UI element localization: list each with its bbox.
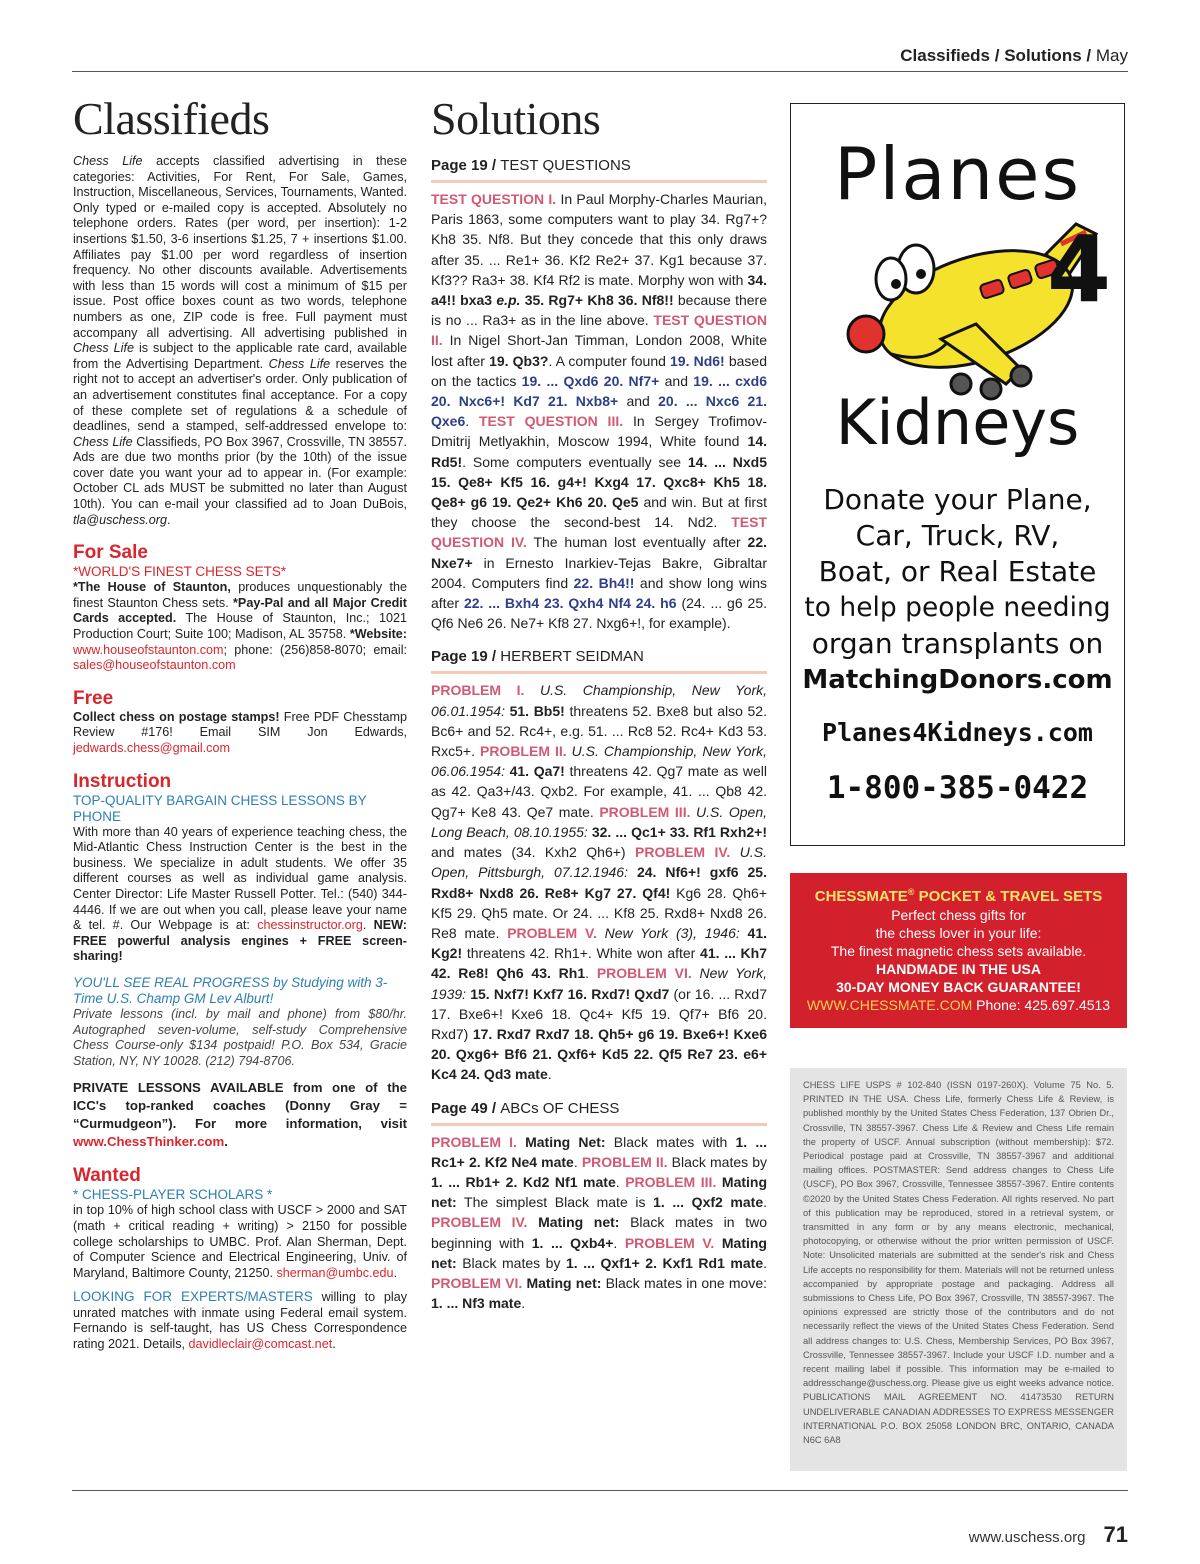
page-number: 71: [1103, 1522, 1128, 1547]
solution-text: 1. ... Rc1+ 2. Kf2 Ne4 mate: [431, 1133, 768, 1170]
solution-text: Black mates with: [605, 1133, 736, 1150]
solution-text: Mating net:: [527, 1214, 620, 1231]
problem-label: PROBLEM II.: [581, 1153, 668, 1170]
header-section: Classifieds: [900, 46, 991, 65]
solution-text: threatens 42. Rh1+. White won after: [462, 945, 701, 962]
solution-text: 34. a4!! bxa3: [431, 271, 767, 309]
free-body: Collect chess on postage stamps! Free PDF Chesstamp Review #176! Email SIM Jon Edwards, jedwards.chess@gmail.com: [73, 709, 407, 755]
solution-text: threatens 42. Qg7 mate as well as 42. Qa3+/43. Qxb2. For example, 41. ... Qb8 42. Qg7+ Ke8 43. Qe7 mate.: [431, 763, 767, 820]
bottom-rule: [72, 1490, 1128, 1491]
solution-text: .: [573, 1153, 582, 1170]
solution-text: In Paul Morphy-Charles Maurian, Paris 1863, some computers want to play 34. Rg7+? Kh8 35. Nf8. But they concede that this only draws after 35. ... Re1+ 36. Kf2 Re2+ 37. Kg1 because 37. Kf3?? Ra3+ 38. Kf4 Rf2 is mate. Morphy won with: [431, 191, 767, 288]
solution-text: 20. ... Nxc6 21. Qxe6: [431, 393, 768, 430]
classifieds-intro: Chess Life accepts classified advertising in these categories: Activities, For Rent, For Sale, Games, Instruction, Miscellaneous, Services, Tournaments, Wanted. Only typed or e-mailed copy is accepted. Absolutely no telephone orders. Rates (per word, per insertion): 1-2 insertions $1.50, 3-6 insertions $1.25, 7 + insertions $1.00. Affiliates pay $1.00 per word regardless of insertion frequency. No other discounts available. Advertisements with less than 15 words will cost a minimum of $15 per issue. Post office boxes count as two words, telephone numbers as one, ZIP code is free. Full payment must accompany all advertising. All advertising published in Chess Life is subject to the applicable rate card, available from the Advertising Department. Chess Life reserves the right not to accept an advertiser's order. Only publication of an advertisement constitutes final acceptance. For a copy of these complete set of regulations & a schedule of deadlines, send a stamped, self-addressed envelope to: Chess Life Classifieds, PO Box 3967, Crossville, TN 38557. Ads are due two months prior (by the 10th) of the issue cover date you want your ad to appear in. (For example: October CL ads MUST be submitted no later than August 10th). You can e-mail your classified ad to Joan DuBois, tla@uschess.org.: [73, 154, 407, 527]
solution-text: The human lost eventually after: [526, 534, 748, 551]
solution-text: .: [615, 1173, 626, 1190]
solution-text: in Ernesto Inarkiev-Tejas Bakre, Gibraltar 2004. Computers find: [431, 554, 767, 591]
solution-text: 1. ... Qxf1+ 2. Kxf1 Rd1 mate: [566, 1254, 764, 1271]
problem-label: PROBLEM III.: [625, 1173, 717, 1190]
solution-text: U.S. Championship, New York, 06.01.1954:: [431, 682, 767, 719]
footer-url[interactable]: www.uschess.org: [968, 1529, 1086, 1546]
for-sale-heading: For Sale: [73, 542, 148, 564]
solution-text: 1. ... Nf3 mate: [431, 1295, 522, 1312]
solution-text: and win. But at first they choose the second-best 14. Nd2.: [431, 494, 767, 531]
solution-text: Black mates in two beginning with: [431, 1214, 767, 1251]
solution-text: 35. Rg7+ Kh8 36. Nf8!!: [520, 292, 674, 309]
solution-text: 24. Nf6+! gxf6 25. Rxd8+ Nxd8 26. Re8+ Kg7 27. Qf4!: [431, 864, 767, 901]
solution-text: . A computer found: [548, 352, 671, 369]
solution-text: Mating Net:: [516, 1133, 606, 1150]
problem-label: TEST QUESTION II.: [431, 312, 767, 349]
solution-text: Mating net:: [431, 1173, 768, 1211]
running-header: [900, 46, 1128, 66]
solution-text: 41. Kg2!: [431, 924, 767, 962]
solution-text: .: [763, 1194, 767, 1211]
solution-text: U.S. Open, Long Beach, 08.10.1955:: [431, 803, 767, 840]
experts-body: LOOKING FOR EXPERTS/MASTERS willing to play unrated matches with inmate using Federal email system. Fernando is self-taught, has US Chess Correspondence rating 2021. Details, davidleclair@comcast.net.: [73, 1289, 408, 1352]
staunton-website-link[interactable]: www.houseofstaunton.com: [73, 642, 224, 657]
chessmate-line: the chess lover in your life:: [875, 925, 1042, 941]
ad-planes-title: Planes: [834, 132, 1081, 216]
seidman-solutions: [431, 680, 767, 1084]
publication-info: CHESS LIFE USPS # 102-840 (ISSN 0197-260X). Volume 75 No. 5. PRINTED IN THE USA. Chess Life, formerly Chess Life & Review, is published monthly by the United States Chess Federation, 137 Obrien Dr., Crossville, TN 38557-3967. Chess Life & Review and Chess Life remain the property of USCF. Annual subscription (without membership): $72. Periodical postage paid at Crossville, TN 38557-3967 and additional mailing offices. POSTMASTER: Send address changes to Chess Life (USCF), PO Box 3967, Crossville, Tennessee 38557-3967. Entire contents ©2020 by the United States Chess Federation. All rights reserved. No part of this publication may be reproduced, stored in a retrieval system, or transmitted in any form or by any means electronic, mechanical, photocopying, or otherwise without the prior written permission of USCF. Note: Unsolicited materials are submitted at the sender's risk and Chess Life accepts no responsibility for them. Materials will not be returned unless accompanied by appropriate postage and packaging. Address all submissions to Chess Life, PO Box 3967, Crossville, TN 38557-3967. The opinions expressed are strictly those of the contributors and do not necessarily reflect the views of the United States Chess Federation. Send all address changes to: U.S. Chess, Membership Services, PO Box 3967, Crossville, Tennessee 38557-3967. Include your USCF I.D. number and a recent mailing label if possible. This information may be e-mailed to addresschange@uschess.org. Please give us eight weeks advance notice. PUBLICATIONS MAIL AGREEMENT NO. 41473530 RETURN UNDELIVERABLE CANADIAN ADDRESSES TO EXPRESS MESSENGER INTERNATIONAL P.O. BOX 25058 LONDON BRC, ONTARIO, CANADA N6C 6A8: [790, 1068, 1127, 1471]
for-sale-subheading: *WORLD'S FINEST CHESS SETS*: [73, 564, 287, 580]
problem-label: PROBLEM III.: [599, 803, 691, 820]
private-lessons: PRIVATE LESSONS AVAILABLE from one of the ICC's top-ranked coaches (Donny Gray = “Curmudgeon”). For more information, visit www.ChessThinker.com.: [73, 1080, 407, 1150]
solution-section-heading: Page 19 / HERBERT SEIDMAN: [431, 647, 767, 674]
solution-text: and: [659, 372, 694, 389]
solution-text: 41. ... Kh7 42. Re8! Qh6 43. Rh1: [431, 945, 768, 982]
solution-text: 15. Nxf7! Kxf7 16. Rxd7! Qxd7: [470, 985, 670, 1002]
problem-label: PROBLEM V.: [624, 1234, 715, 1251]
solution-text: .: [763, 1254, 767, 1271]
solution-text: based on the tactics: [431, 352, 767, 389]
classifieds-title: Classifieds: [73, 93, 270, 144]
top-rule: [72, 71, 1128, 72]
problem-label: PROBLEM V.: [507, 924, 597, 941]
solution-text: because there is no ... Ra3+ as in the line above.: [431, 292, 768, 329]
instruction-body: With more than 40 years of experience teaching chess, the Mid-Atlantic Chess Instruction Center is the best in the business. We specialize in adult students. We offer 35 different courses as well as individual game analysis. Center Director: Life Master Russell Potter. Tel.: (540) 344-4446. If we are out when you call, please leave your name & tel. #. Our Webpage is at: chessinstructor.org. NEW: FREE powerful analysis engines + FREE screen-sharing!: [73, 824, 407, 964]
header-month: May: [1095, 46, 1128, 65]
solution-text: .: [465, 413, 479, 430]
planes4kidneys-ad[interactable]: [790, 103, 1125, 846]
solution-text: 19. Nd6!: [670, 352, 725, 369]
leclair-email-link[interactable]: davidleclair@comcast.net: [188, 1337, 333, 1352]
solution-text: Black mates in one move:: [601, 1274, 767, 1291]
solution-text: .: [613, 1234, 625, 1251]
abcs-solutions: [431, 1132, 767, 1314]
solution-text: The simplest Black mate is: [456, 1194, 654, 1211]
wanted-body: in top 10% of high school class with USCF > 2000 and SAT (math + critical reading + writing) > 2150 for possible college scholarships to UMBC. Prof. Alan Sherman, Dept. of Computer Science and Electrical Engineering, Univ. of Maryland, Baltimore County, 21250. sherman@umbc.edu.: [73, 1203, 407, 1280]
solution-text: 51. Bb5!: [509, 702, 565, 719]
solution-text: U.S. Open, Pittsburgh, 07.12.1946:: [431, 844, 767, 881]
solution-text: In Nigel Short-Jan Timman, London 2008, White lost after: [431, 332, 767, 369]
problem-label: TEST QUESTION I.: [431, 191, 557, 207]
chessmate-heading: CHESSMATE® POCKET & TRAVEL SETS: [814, 887, 1103, 905]
solution-text: and: [618, 393, 659, 410]
instruction-heading: Instruction: [73, 770, 172, 792]
solution-text: (or 16. ... Rxd7 17. Bxe6+! Kxe6 18. Qc4+ Kf5 19. Qf7+ Bf6 20. Rxd7): [431, 985, 767, 1042]
solution-text: Black mates by: [667, 1153, 767, 1170]
solution-text: 32. ... Qc1+ 33. Rf1 Rxh2+!: [591, 823, 767, 840]
solution-text: 1. ... Qxf2 mate: [653, 1194, 764, 1211]
solution-text: U.S. Championship, New York, 06.06.1954:: [431, 743, 767, 780]
chessmate-web-link[interactable]: WWW.CHESSMATE.COM: [806, 997, 973, 1013]
jedwards-email-link[interactable]: jedwards.chess@gmail.com: [73, 741, 230, 755]
for-sale-body: *The House of Staunton, produces unquestionably the finest Staunton Chess sets. *Pay-Pal and all Major Credit Cards accepted. The House of Staunton, Inc.; 1021 Production Court; Suite 100; Madison, AL 35758. *Website: www.houseofstaunton.com; phone: (256)858-8070; email: sales@houseofstaunton.com: [73, 580, 408, 673]
solution-text: 19. ... cxd6 20. Nxc6+! Kd7 21. Nxb8+: [431, 372, 767, 410]
solution-text: 22. Bh4!!: [573, 574, 635, 591]
solution-text: Black mates by: [456, 1254, 567, 1271]
chessinstructor-link[interactable]: chessinstructor.org: [257, 918, 363, 933]
solutions-title: Solutions: [431, 93, 601, 144]
staunton-email-link[interactable]: sales@houseofstaunton.com: [73, 658, 236, 673]
alburt-heading: YOU'LL SEE REAL PROGRESS by Studying with 3-Time U.S. Champ GM Lev Alburt!: [73, 974, 388, 1006]
problem-label: TEST QUESTION IV.: [431, 514, 767, 551]
solution-text: 17. Rxd7 Rxd7 18. Qh5+ g6 19. Bxe6+! Kxe6 20. Qxg6+ Bf6 21. Qxf6+ Kd5 22. Qf5 Re7 23. e6+ Kc4 24. Qd3 mate: [431, 1025, 767, 1083]
header-sep: /: [994, 46, 1000, 65]
page-footer: [969, 1522, 1128, 1548]
chessmate-ad[interactable]: [790, 873, 1127, 1028]
chessmate-line: 30-DAY MONEY BACK GUARANTEE!: [836, 979, 1081, 995]
chessthinker-link[interactable]: www.ChessThinker.com: [73, 1134, 225, 1150]
solution-text: 22. ... Bxh4 23. Qxh4 Nf4 24. h6: [463, 595, 677, 612]
intro-email-link[interactable]: tla@uschess.org: [73, 512, 167, 527]
solution-text: New York, 1939:: [431, 965, 767, 1002]
solution-text: In Sergey Trofimov-Dmitrij Metlyakhin, Moscow 1994, White found: [431, 413, 768, 450]
sherman-email-link[interactable]: sherman@umbc.edu: [276, 1265, 394, 1280]
chessmate-line: HANDMADE IN THE USA: [876, 961, 1041, 977]
solution-text: New York (3), 1946:: [596, 924, 748, 941]
solution-section-heading: Page 49 / ABCs OF CHESS: [431, 1099, 767, 1126]
problem-label: PROBLEM II.: [479, 743, 567, 760]
alburt-body: Private lessons (incl. by mail and phone) from $80/hr. Autographed seven-volume, self-study Comprehensive Chess Course-only $134 postpaid! P.O. Box 534, Gracie Station, NY, NY 10028. (212) 794-8706.: [73, 1006, 407, 1068]
solution-text: 1. ... Rb1+ 2. Kd2 Nf1 mate: [431, 1173, 616, 1190]
problem-label: PROBLEM I.: [431, 682, 525, 699]
solution-text: .: [585, 965, 597, 982]
solution-text: .: [547, 1066, 552, 1083]
test-questions-solutions: [431, 189, 767, 633]
solution-text: 19. Qb3?: [489, 352, 549, 369]
problem-label: PROBLEM IV.: [635, 844, 731, 861]
solution-text: 14. Rd5!: [431, 433, 767, 470]
chessmate-contact: WWW.CHESSMATE.COM Phone: 425.697.4513: [806, 997, 1111, 1013]
problem-label: PROBLEM VI.: [596, 965, 692, 982]
solution-text: Mating net:: [522, 1274, 602, 1291]
ad-number-four: 4: [1046, 216, 1111, 323]
solution-text: 19. ... Qxd6 20. Nf7+: [521, 372, 660, 389]
problem-label: PROBLEM VI.: [431, 1274, 523, 1291]
solution-text: e.p.: [496, 292, 521, 309]
header-section2: Solutions: [1004, 46, 1082, 65]
ad-website[interactable]: Planes4Kidneys.com: [822, 718, 1093, 747]
ad-kidneys: Kidneys: [835, 386, 1080, 459]
solution-text: threatens 52. Bxe8 but also 52. Bc6+ and 52. Rc4+, e.g. 51. ... Rc8 52. Rc4+ Kd3 53. Rxc5+.: [431, 702, 767, 760]
solution-text: (24. ... g6 25. Qf6 Ne6 26. Ne7+ Kf8 27. Nxg6+!, for example).: [431, 595, 768, 632]
solution-text: and mates (34. Kxh2 Qh6+): [431, 844, 636, 861]
ad-message: Donate your Plane, Car, Truck, RV, Boat, or Real Estate to help people needing organ transplants on MatchingDonors.com: [802, 483, 1113, 695]
solution-text: . Some computers eventually see: [462, 453, 688, 470]
classifieds-column: [73, 93, 408, 1353]
solution-text: 41. Qa7!: [509, 763, 565, 780]
ad-phone: 1-800-385-0422: [826, 770, 1089, 806]
solution-section-heading: Page 19 / TEST QUESTIONS: [431, 156, 767, 183]
problem-label: PROBLEM IV.: [431, 1214, 528, 1231]
wanted-subheading: * CHESS-PLAYER SCHOLARS *: [73, 1187, 273, 1203]
wanted-heading: Wanted: [73, 1165, 141, 1187]
solution-text: .: [521, 1295, 526, 1312]
problem-label: PROBLEM I.: [431, 1133, 517, 1150]
solution-text: Kg6 28. Qh6+ Kf5 29. Qh5 mate. Or 24. ... Kf8 25. Rxd8+ Nxd8 26. Re8 mate.: [431, 884, 767, 941]
chessmate-line: The finest magnetic chess sets available.: [830, 943, 1087, 959]
solution-text: 14. ... Nxd5 15. Qe8+ Kf5 16. g4+! Kxg4 17. Qxc8+ Kh5 18. Qe8+ g6 19. Qe2+ Kh6 20. Qe5: [431, 453, 767, 511]
solution-text: Mating net:: [431, 1234, 767, 1271]
chessmate-line: Perfect chess gifts for: [891, 907, 1026, 923]
problem-label: TEST QUESTION III.: [478, 413, 624, 430]
free-heading: Free: [73, 687, 114, 709]
solutions-column: [431, 93, 768, 1313]
header-sep: /: [1086, 46, 1092, 65]
solution-text: 1. ... Qxb4+: [531, 1234, 614, 1251]
solution-text: and show long wins after: [431, 574, 768, 612]
solution-text: 22. Nxe7+: [431, 534, 768, 571]
instruction-subheading: TOP-QUALITY BARGAIN CHESS LESSONS BY PHONE: [73, 792, 367, 824]
